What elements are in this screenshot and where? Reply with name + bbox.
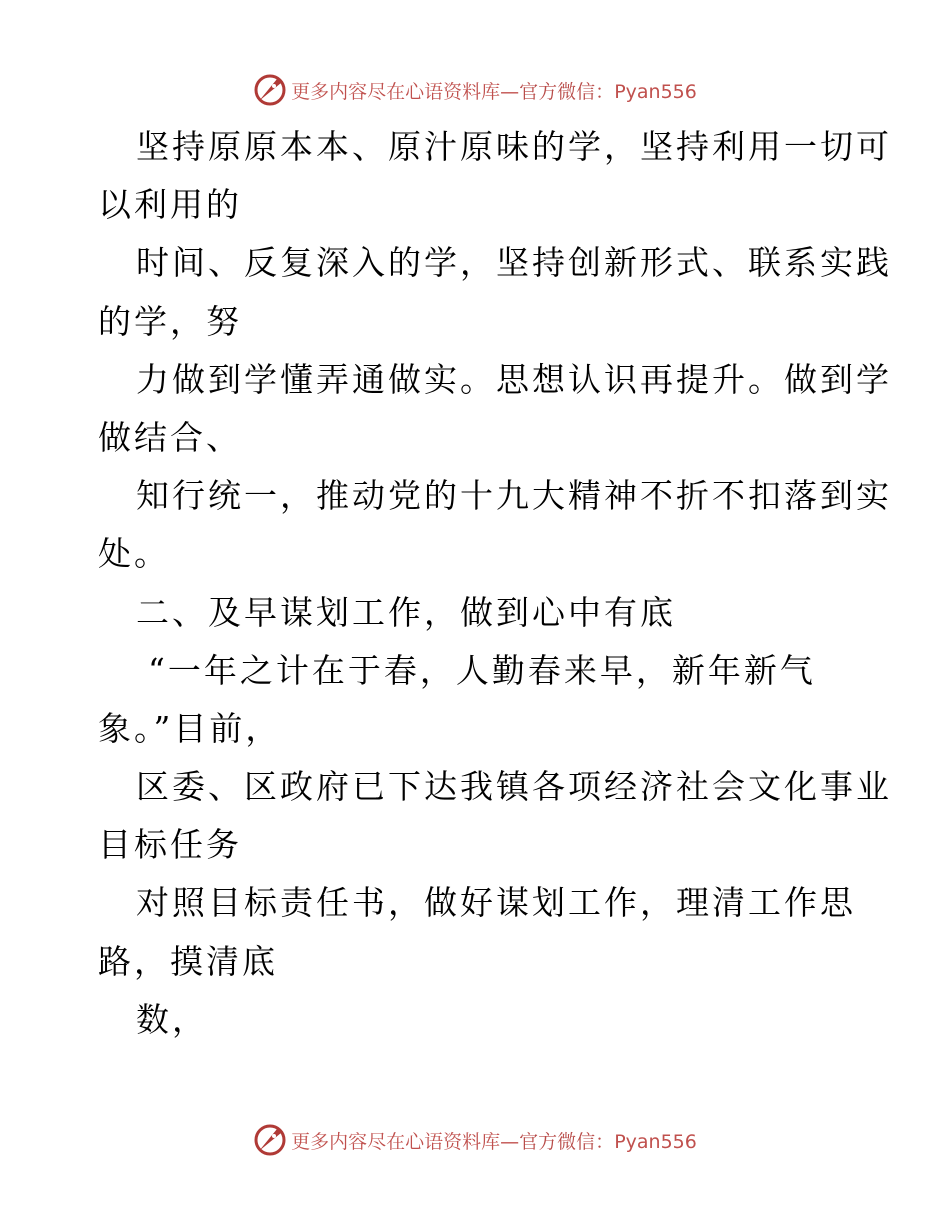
body-line: 做结合、 xyxy=(98,417,242,457)
official-wechat-label: 官方微信： xyxy=(519,80,615,103)
body-line: 时间、反复深入的学，坚持创新形式、联系实践 xyxy=(136,243,892,283)
body-line: 以利用的 xyxy=(98,185,242,225)
body-line: 处。 xyxy=(98,534,170,574)
site-name: 更多内容尽在心语资料库 xyxy=(291,1130,501,1153)
site-name: 更多内容尽在心语资料库 xyxy=(291,80,501,103)
body-line: “一年之计在于春，人勤春来早，新年新气 xyxy=(148,650,816,690)
footer-banner-inner xyxy=(253,1123,697,1157)
official-wechat-label: 官方微信： xyxy=(519,1130,615,1153)
header-banner-text xyxy=(291,77,697,104)
footer-banner xyxy=(0,1122,950,1158)
banner-separator: — xyxy=(500,1130,520,1153)
banner-separator: — xyxy=(500,80,520,103)
body-line: 象。”目前， xyxy=(98,708,282,748)
body-line: 数， xyxy=(136,999,208,1039)
body-line: 目标任务 xyxy=(98,825,242,865)
document-body xyxy=(98,118,892,1049)
body-line: 路，摸清底 xyxy=(98,941,278,981)
wechat-id: Pyan556 xyxy=(614,1130,697,1153)
body-line: 坚持原原本本、原汁原味的学，坚持利用一切可 xyxy=(136,127,892,166)
body-line: 的学，努 xyxy=(98,301,242,341)
pen-nib-logo-icon xyxy=(253,1123,287,1157)
pen-nib-logo-icon xyxy=(253,73,287,107)
footer-banner-text xyxy=(291,1127,697,1154)
body-line: 知行统一，推动党的十九大精神不折不扣落到实 xyxy=(136,476,892,516)
header-banner-inner xyxy=(253,73,697,107)
body-line: 区委、区政府已下达我镇各项经济社会文化事业 xyxy=(136,767,892,807)
wechat-id: Pyan556 xyxy=(614,80,697,103)
body-line: 力做到学懂弄通做实。思想认识再提升。做到学 xyxy=(136,359,892,399)
section-heading: 二、及早谋划工作，做到心中有底 xyxy=(136,592,676,632)
body-line: 对照目标责任书，做好谋划工作，理清工作思 xyxy=(136,883,856,923)
header-banner xyxy=(0,72,950,108)
